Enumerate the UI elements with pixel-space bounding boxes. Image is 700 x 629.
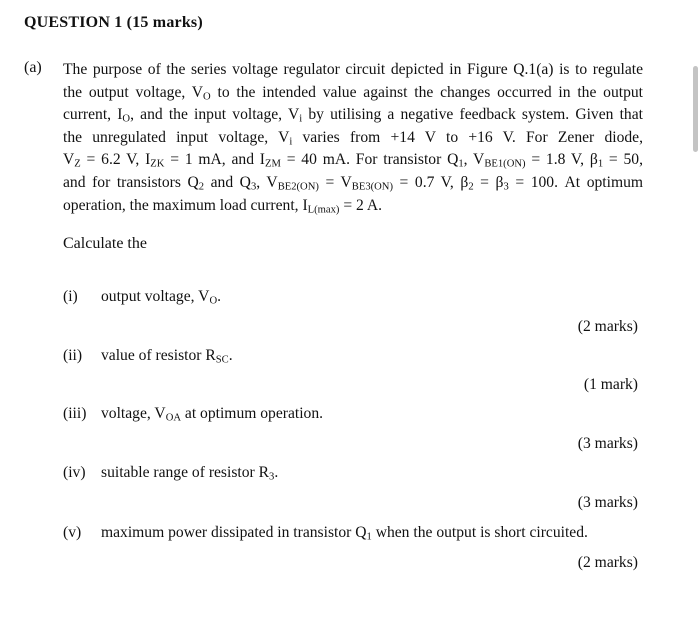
subquestion-v [63, 524, 588, 542]
subquestion-ii [63, 347, 233, 365]
subquestion-number: (iii) [63, 405, 87, 422]
statement-line-7: operation, the maximum load current, $I_{L(max)} = 2$ A. [63, 196, 383, 216]
calculate-label: Calculate the [63, 235, 147, 252]
subquestion-tail: . [274, 464, 279, 481]
statement-line-2: the output voltage, $V_O$ to the intended value against the changes occurred in the output [63, 83, 644, 103]
subquestion-number: (iv) [63, 464, 86, 481]
marks-v: (2 marks) [577, 554, 638, 571]
problem-statement [63, 59, 643, 217]
statement-line-3: current, $I_O$, and the input voltage, $V_i$ by utilising a negative feedback system. Given that [63, 106, 643, 125]
subquestion-text: output voltage, V [101, 288, 210, 305]
subquestion-subscript: O [209, 295, 218, 307]
subquestion-iii [63, 405, 323, 423]
subquestion-subscript: 3 [269, 471, 275, 483]
subquestion-subscript: 1 [366, 531, 372, 543]
subquestion-text: value of resistor R [101, 347, 216, 364]
subquestion-text: maximum power dissipated in transistor Q [101, 524, 367, 541]
subquestion-tail: at optimum operation. [181, 405, 324, 422]
subquestion-number: (i) [63, 288, 78, 305]
subquestion-tail: . [217, 288, 221, 305]
subquestion-i [63, 288, 221, 306]
vertical-scrollbar[interactable] [693, 66, 698, 152]
subquestion-tail: . [228, 347, 233, 364]
subquestion-tail: when the output is short circuited. [371, 524, 588, 541]
subquestion-number: (ii) [63, 347, 83, 364]
part-label: (a) [24, 59, 42, 76]
subquestion-text: voltage, V [101, 405, 166, 422]
statement-line-4: the unregulated input voltage, $V_i$ varies from +14 V to +16 V. For Zener diode, [63, 128, 643, 148]
subquestion-subscript: OA [165, 412, 181, 424]
subquestion-iv [63, 464, 278, 482]
marks-iv: (3 marks) [577, 494, 638, 511]
subquestion-subscript: SC [215, 354, 229, 366]
statement-line-6: and for transistors $Q_2$ and $Q_3$, $V_{BE2(ON)} = V_{BE3(ON)} = 0.7$ V, $\beta_2 = \beta_3 = 100$. At optimum [63, 173, 644, 193]
marks-ii: (1 mark) [583, 376, 638, 393]
statement-line-5: $V_Z = 6.2$ V, $I_{ZK} = 1$ mA, and $I_{ZM} = 40$ mA. For transistor $Q_1$, $V_{BE1(ON)} = 1.8$ V, $\beta_1 = 50$, [63, 151, 643, 171]
statement-line-1: The purpose of the series voltage regulator circuit depicted in Figure Q.1(a) is to regulate [63, 61, 643, 78]
subquestion-text: suitable range of resistor R [101, 464, 270, 481]
question-heading: QUESTION 1 (15 marks) [24, 14, 203, 31]
subquestion-number: (v) [63, 524, 82, 541]
marks-i: (2 marks) [577, 318, 638, 335]
marks-iii: (3 marks) [577, 435, 638, 452]
